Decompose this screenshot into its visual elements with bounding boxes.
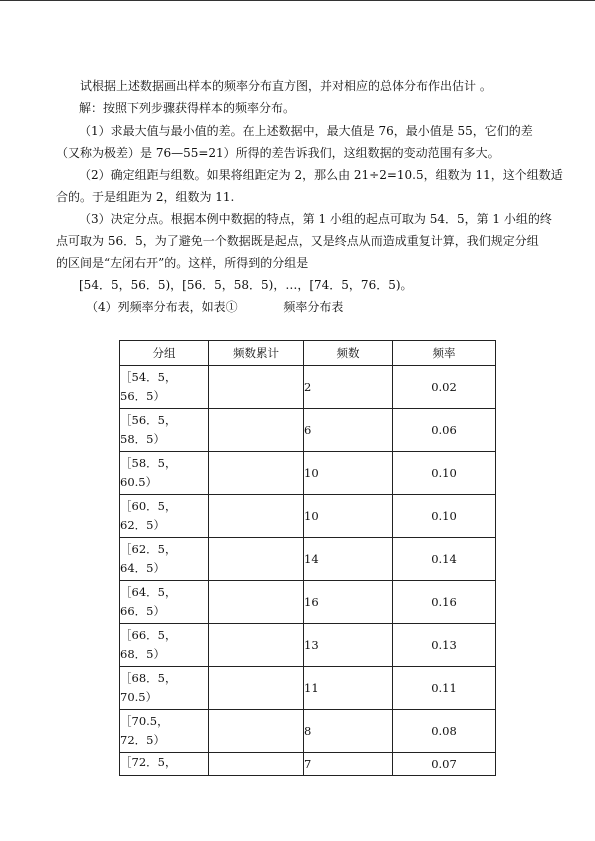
count-cell: 6 (304, 409, 393, 452)
count-cell: 11 (304, 667, 393, 710)
group-end: 70.5） (120, 690, 158, 704)
tally-cell (209, 581, 304, 624)
group-start: ［56．5， (120, 413, 177, 427)
step3-line1: （3）决定分点。根据本例中数据的特点，第 1 小组的起点可取为 54．5，第 1 小组的终 (79, 212, 552, 226)
frequency-cell: 0.07 (393, 753, 496, 776)
count-cell: 8 (304, 710, 393, 753)
header-group: 分组 (120, 341, 209, 366)
tally-cell (209, 710, 304, 753)
group-start: ［68．5， (120, 671, 177, 685)
group-start: ［64．5， (120, 585, 177, 599)
table-row (120, 581, 496, 624)
group-end: 68．5） (120, 647, 165, 661)
group-cell (120, 409, 209, 452)
table-header-row (120, 341, 496, 366)
tally-cell (209, 624, 304, 667)
frequency-cell: 0.10 (393, 452, 496, 495)
table-row (120, 495, 496, 538)
tally-cell (209, 538, 304, 581)
group-cell (120, 667, 209, 710)
step2-line2: 合的。于是组距为 2，组数为 11. (56, 190, 235, 204)
frequency-cell: 0.14 (393, 538, 496, 581)
group-cell (120, 624, 209, 667)
tally-cell (209, 452, 304, 495)
table-row (120, 452, 496, 495)
group-end: 62．5） (120, 518, 165, 532)
group-end: 66．5） (120, 604, 165, 618)
group-start: ［66．5， (120, 628, 177, 642)
tally-cell (209, 409, 304, 452)
group-cell (120, 495, 209, 538)
intro-paragraph: 试根据上述数据画出样本的频率分布直方图，并对相应的总体分布作出估计 。 (80, 79, 492, 93)
group-cell (120, 366, 209, 409)
step4-table-caption: （4）列频率分布表，如表① 频率分布表 (86, 300, 344, 314)
step1-line1: （1）求最大值与最小值的差。在上述数据中，最大值是 76，最小值是 55，它们的差 (79, 124, 533, 138)
count-cell: 10 (304, 495, 393, 538)
group-cell (120, 753, 209, 776)
frequency-distribution-table (119, 340, 496, 776)
group-end: 72．5） (120, 733, 165, 747)
group-end: 56．5） (120, 389, 165, 403)
tally-cell (209, 495, 304, 538)
count-cell: 2 (304, 366, 393, 409)
frequency-cell: 0.06 (393, 409, 496, 452)
frequency-cell: 0.10 (393, 495, 496, 538)
group-cell (120, 710, 209, 753)
group-end: 64．5） (120, 561, 165, 575)
group-start: ［60．5， (120, 499, 177, 513)
group-cell (120, 538, 209, 581)
group-start: ［70.5， (120, 714, 169, 728)
header-count: 频数 (304, 341, 393, 366)
group-end: 60.5） (120, 475, 158, 489)
frequency-cell: 0.16 (393, 581, 496, 624)
table-row (120, 753, 496, 776)
table-row (120, 624, 496, 667)
page-top-rule (0, 0, 595, 1)
group-cell (120, 581, 209, 624)
group-start: ［54．5， (120, 370, 177, 384)
table-row (120, 667, 496, 710)
step1-line2: （又称为极差）是 76—55=21）所得的差告诉我们，这组数据的变动范围有多大。 (56, 146, 500, 160)
group-end: 58．5） (120, 432, 165, 446)
table-row (120, 409, 496, 452)
solution-paragraph: 解：按照下列步骤获得样本的频率分布。 (79, 101, 296, 115)
frequency-cell: 0.08 (393, 710, 496, 753)
tally-cell (209, 753, 304, 776)
header-cumulative: 频数累计 (209, 341, 304, 366)
tally-cell (209, 667, 304, 710)
group-cell (120, 452, 209, 495)
group-start: ［58．5， (120, 456, 177, 470)
step3-line3: 的区间是“左闭右开”的。这样，所得到的分组是 (56, 256, 309, 270)
frequency-cell: 0.02 (393, 366, 496, 409)
count-cell: 7 (304, 753, 393, 776)
step3-line2: 点可取为 56．5，为了避免一个数据既是起点，又是终点从而造成重复计算，我们规定分组 (56, 234, 539, 248)
tally-cell (209, 366, 304, 409)
table-row (120, 710, 496, 753)
frequency-cell: 0.11 (393, 667, 496, 710)
count-cell: 16 (304, 581, 393, 624)
group-start: ［72．5， (120, 755, 177, 769)
count-cell: 14 (304, 538, 393, 581)
step2-line1: （2）确定组距与组数。如果将组距定为 2，那么由 21÷2=10.5，组数为 11，这个组数适 (79, 168, 563, 182)
count-cell: 10 (304, 452, 393, 495)
table-row (120, 366, 496, 409)
frequency-cell: 0.13 (393, 624, 496, 667)
header-frequency: 频率 (393, 341, 496, 366)
group-start: ［62．5， (120, 542, 177, 556)
table-row (120, 538, 496, 581)
count-cell: 13 (304, 624, 393, 667)
intervals-line: [54．5，56．5)，[56．5，58．5)，…，[74．5，76．5)。 (79, 278, 413, 292)
